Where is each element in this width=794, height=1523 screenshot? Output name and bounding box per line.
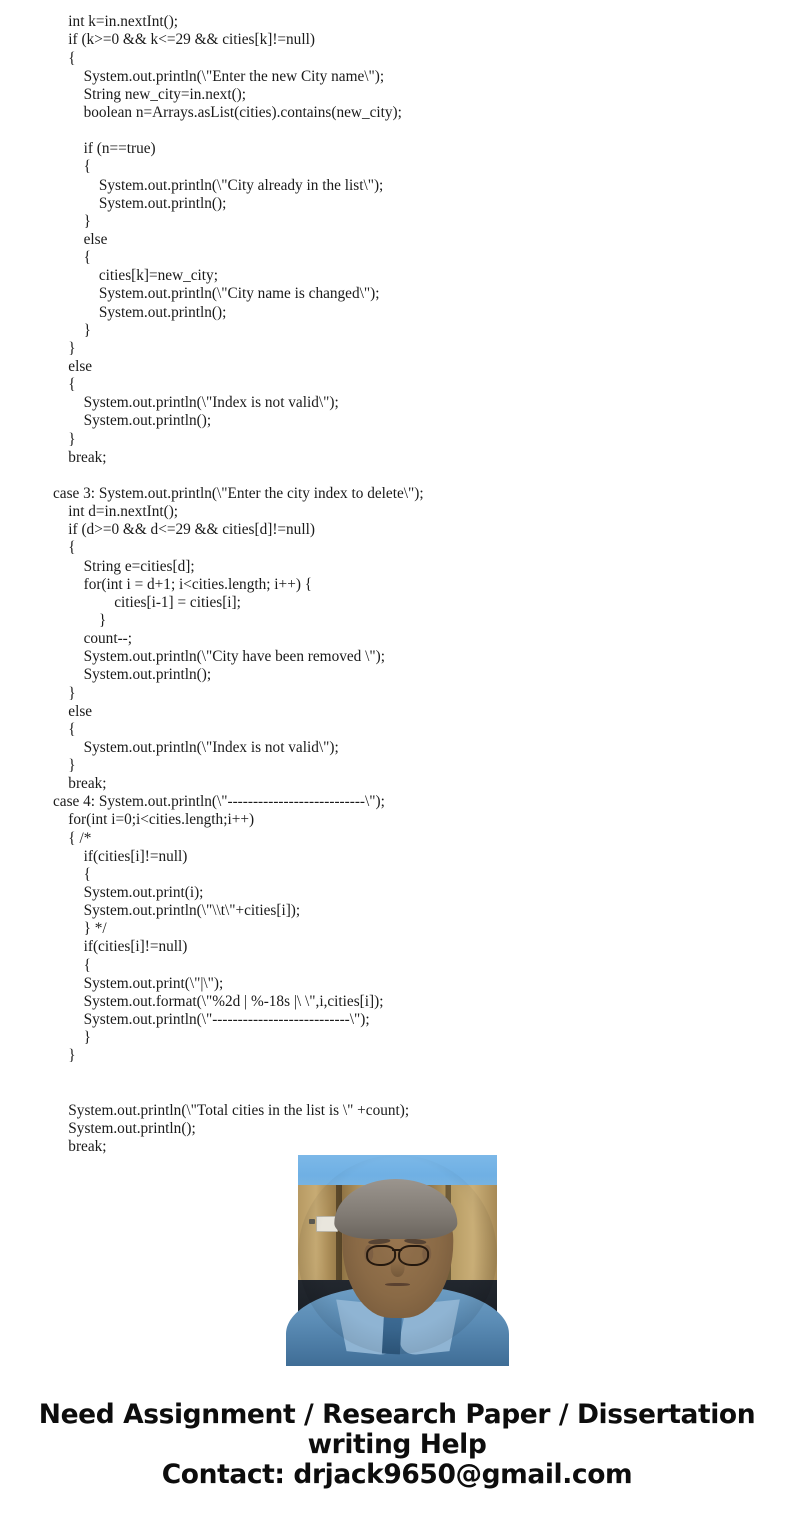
code-line: }	[53, 321, 91, 339]
code-line: String e=cities[d];	[53, 557, 195, 575]
code-line: if (d>=0 && d<=29 && cities[d]!=null)	[53, 521, 315, 539]
code-line: case 4: System.out.println(\"---------------------------\");	[53, 793, 385, 811]
code-line: }	[53, 1047, 76, 1065]
code-line: else	[53, 702, 93, 720]
code-line: System.out.println();	[53, 412, 212, 430]
code-line: System.out.print(i);	[53, 884, 204, 902]
code-line: for(int i = d+1; i<cities.length; i++) {	[53, 575, 313, 593]
code-line: else	[53, 230, 108, 248]
code-line: System.out.println();	[53, 666, 212, 684]
code-line: System.out.println(\"City already in the list\");	[53, 176, 384, 194]
code-line: if (k>=0 && k<=29 && cities[k]!=null)	[53, 31, 315, 49]
code-line: }	[53, 339, 76, 357]
code-line: }	[53, 684, 76, 702]
code-line: }	[53, 1029, 91, 1047]
code-line: else	[53, 357, 93, 375]
promo-line-2: writing Help	[307, 1429, 487, 1460]
code-line: int d=in.nextInt();	[53, 503, 179, 521]
promo-block	[0, 1400, 794, 1490]
code-line: for(int i=0;i<cities.length;i++)	[53, 811, 255, 829]
code-line: {	[53, 49, 76, 67]
code-line	[0, 122, 794, 140]
code-line: System.out.println(\"City name is changed\");	[53, 285, 380, 303]
code-line: count--;	[53, 630, 133, 648]
code-line: cities[k]=new_city;	[53, 267, 218, 285]
code-line: break;	[53, 1138, 107, 1156]
code-line: }	[53, 611, 107, 629]
code-line: }	[53, 212, 91, 230]
code-line: System.out.println();	[53, 303, 227, 321]
photo-mouth	[385, 1283, 410, 1286]
code-line: System.out.println(\"Total cities in the list is \" +count);	[53, 1101, 410, 1119]
code-line: {	[53, 376, 76, 394]
code-line: System.out.println(\"Index is not valid\");	[53, 738, 339, 756]
code-line: {	[53, 865, 91, 883]
code-line: System.out.println(\"City have been removed \");	[53, 648, 385, 666]
code-line: if(cities[i]!=null)	[53, 847, 188, 865]
code-line: } */	[53, 920, 107, 938]
code-line	[0, 1084, 794, 1102]
code-line: System.out.println(\"Index is not valid\");	[53, 394, 339, 412]
java-code-listing	[0, 13, 794, 1156]
code-line: System.out.format(\"%2d | %-18s |\ \",i,cities[i]);	[53, 992, 384, 1010]
code-line: int k=in.nextInt();	[53, 13, 179, 31]
code-line: break;	[53, 775, 107, 793]
code-line: {	[53, 158, 91, 176]
code-line: }	[53, 757, 76, 775]
avatar	[298, 1155, 497, 1354]
code-line: {	[53, 720, 76, 738]
code-line: System.out.println();	[53, 194, 227, 212]
code-line: {	[53, 249, 91, 267]
photo-nose	[391, 1259, 404, 1277]
code-line: if (n==true)	[53, 140, 156, 158]
code-line: System.out.println(\"\\t\"+cities[i]);	[53, 902, 301, 920]
promo-line-1: Need Assignment / Research Paper / Dissertation	[38, 1399, 756, 1430]
code-line: { /*	[53, 829, 92, 847]
code-line: cities[i-1] = cities[i];	[53, 593, 241, 611]
promo-line-3: Contact: drjack9650@gmail.com	[161, 1459, 633, 1490]
code-line: System.out.println(\"Enter the new City name\");	[53, 67, 385, 85]
code-line: System.out.println();	[53, 1119, 196, 1137]
code-line: case 3: System.out.println(\"Enter the city index to delete\");	[53, 484, 424, 502]
code-line: {	[53, 539, 76, 557]
code-line: boolean n=Arrays.asList(cities).contains(new_city);	[53, 104, 402, 121]
code-line: break;	[53, 448, 107, 466]
code-line: String new_city=in.next();	[53, 85, 247, 103]
code-line	[0, 1065, 794, 1083]
code-line: }	[53, 430, 76, 448]
code-line: System.out.print(\"|\");	[53, 974, 224, 992]
profile-photo	[298, 1155, 497, 1354]
code-line: if(cities[i]!=null)	[53, 938, 188, 956]
code-line	[0, 467, 794, 485]
code-line: {	[53, 956, 91, 974]
code-line: System.out.println(\"---------------------------\");	[53, 1011, 370, 1029]
